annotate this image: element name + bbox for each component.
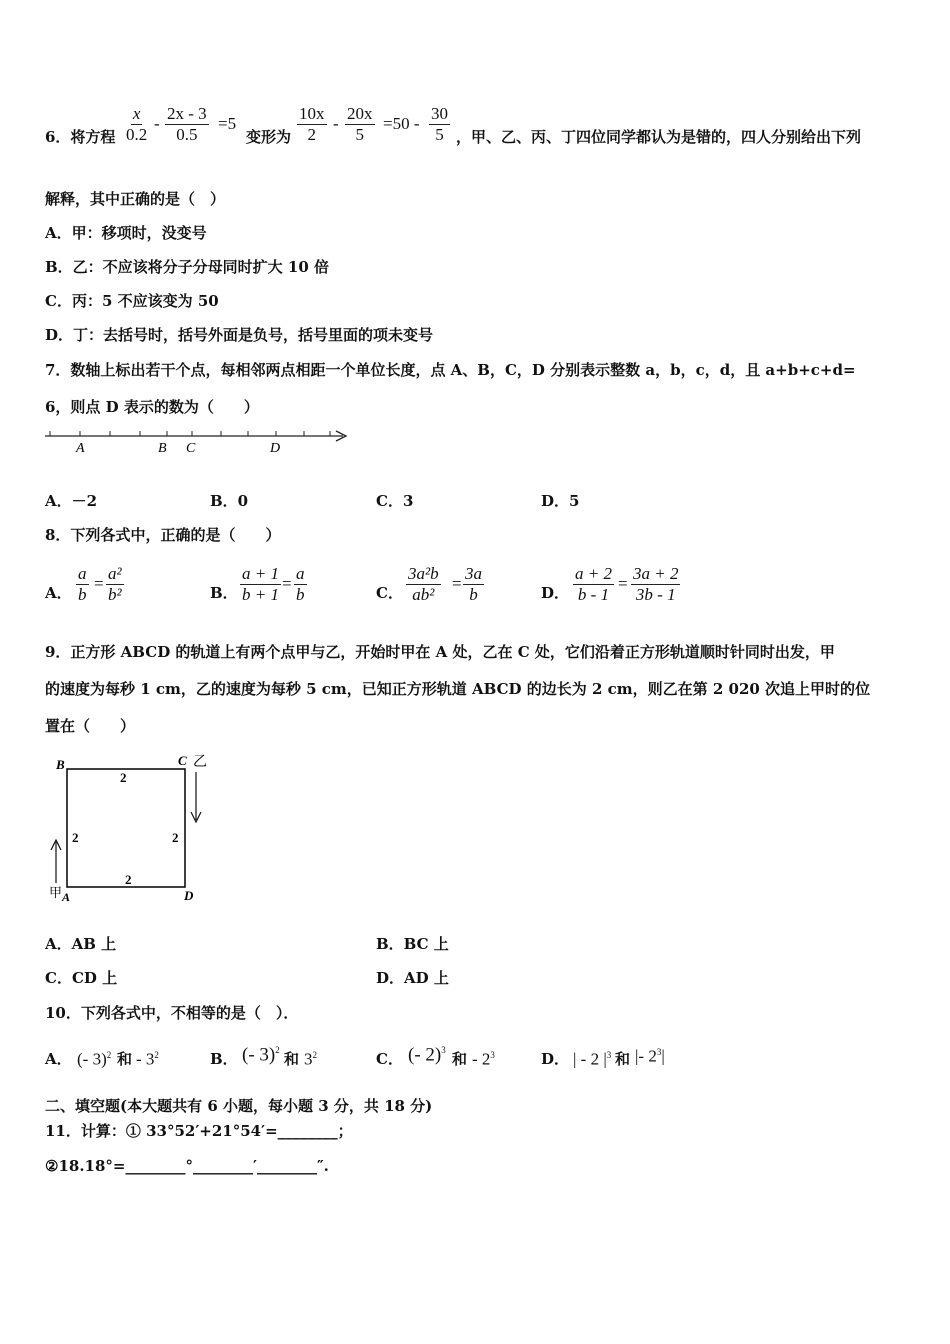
q7-option-c: C．3 <box>376 492 414 510</box>
q6-frac-5 <box>429 104 450 145</box>
q8-stem: 8．下列各式中，正确的是（ ） <box>45 526 281 544</box>
denominator: 0.5 <box>176 125 198 144</box>
exponent: 3 <box>656 1047 662 1057</box>
numerator: a + 2 <box>575 564 612 583</box>
denominator: 0.2 <box>126 125 148 144</box>
q8-b-left-frac <box>240 564 281 605</box>
q9-option-b: B．BC 上 <box>376 935 449 953</box>
exponent: 2 <box>275 1045 280 1055</box>
q6-stem-line2: 解释，其中正确的是（ ） <box>45 190 226 208</box>
denominator: b <box>296 585 305 604</box>
denominator: b² <box>108 585 122 604</box>
q10-c-right <box>472 1045 495 1070</box>
point-label-d: D <box>270 441 281 456</box>
point-label-b: B <box>158 441 167 456</box>
exponent: 2 <box>154 1050 159 1060</box>
q8-option-c-label: C． <box>376 584 403 602</box>
exponent: 3 <box>490 1050 495 1060</box>
and-word: 和 <box>452 1050 468 1068</box>
q10-c-left <box>408 1040 446 1065</box>
q8-b-right-frac <box>294 564 307 605</box>
vertex-b-label: B <box>56 757 65 772</box>
point-label-c: C <box>186 441 196 456</box>
q7-option-d: D．5 <box>541 492 580 510</box>
denominator: 5 <box>435 125 444 144</box>
yi-label: 乙 <box>193 755 207 770</box>
denominator: 5 <box>355 125 364 144</box>
number-line-figure <box>40 424 355 460</box>
and-word: 和 <box>284 1050 300 1068</box>
q8-c-right-frac <box>463 564 484 605</box>
q9-option-d: D．AD 上 <box>376 969 449 987</box>
section-2-heading: 二、填空题(本大题共有 6 小题，每小题 3 分，共 18 分) <box>45 1097 433 1115</box>
numerator: 2x - 3 <box>167 104 207 123</box>
q10-b-left <box>242 1040 280 1065</box>
q8-d-right-frac <box>631 564 680 605</box>
q7-option-a: A．－2 <box>45 492 98 510</box>
q8-a-left-frac <box>76 564 89 605</box>
q7-option-b: B．0 <box>210 492 249 510</box>
q8-a-right-frac <box>106 564 124 605</box>
q6-frac-2 <box>165 104 209 145</box>
vertex-c-label: C <box>178 753 187 768</box>
numerator: 3a²b <box>408 564 439 583</box>
q6-stem-tail: ，甲、乙、丙、丁四位同学都认为是错的，四人分别给出下列 <box>456 128 862 146</box>
base: | - 2 | <box>573 1049 607 1069</box>
exponent: 2 <box>312 1050 317 1060</box>
numerator: 10x <box>299 104 325 123</box>
q10-option-a-label: A． <box>45 1050 72 1068</box>
denominator: b + 1 <box>242 585 279 604</box>
numerator: 20x <box>347 104 373 123</box>
q10-d-right <box>635 1042 665 1067</box>
equals-sign: = <box>618 574 628 593</box>
q6-option-a: A．甲：移项时，没变号 <box>45 224 207 242</box>
q6-frac-3 <box>297 104 327 145</box>
q8-option-b-label: B． <box>210 584 238 602</box>
q6-transform-label: 变形为 <box>246 128 292 146</box>
q9-stem-line1: 9．正方形 ABCD 的轨道上有两个点甲与乙，开始时甲在 A 处，乙在 C 处，它们沿着正方形轨道顺时针同时出发，甲 <box>45 643 835 661</box>
q6-option-c: C．丙：5 不应该变为 50 <box>45 292 219 310</box>
q11-line2: ②18.18°=________°________′________″. <box>45 1157 329 1175</box>
denominator: 2 <box>307 125 316 144</box>
q8-option-a-label: A． <box>45 584 72 602</box>
vertex-d-label: D <box>184 888 194 903</box>
numerator: a <box>296 564 305 583</box>
numerator: 30 <box>431 104 448 123</box>
numerator: a + 1 <box>242 564 279 583</box>
numerator: a <box>78 564 87 583</box>
q10-option-d-label: D． <box>541 1050 570 1068</box>
q7-stem-line2: 6，则点 D 表示的数为（ ） <box>45 398 259 416</box>
q8-option-d-label: D． <box>541 584 570 602</box>
q10-b-right <box>304 1045 317 1070</box>
q6-frac-1 <box>124 104 149 145</box>
and-word: 和 <box>117 1050 133 1068</box>
equals-sign: = <box>452 574 462 593</box>
q10-a-left <box>77 1045 111 1070</box>
numerator: 3a <box>465 564 482 583</box>
equals-50: =50 - <box>383 114 420 133</box>
q10-option-b-label: B． <box>210 1050 238 1068</box>
exponent: 2 <box>106 1050 112 1060</box>
equals-sign: = <box>282 574 292 593</box>
q8-c-left-frac <box>406 564 441 605</box>
numerator: x <box>132 104 141 123</box>
vertex-a-label: A <box>62 890 71 904</box>
base: |- 2 <box>635 1046 657 1066</box>
numerator: a² <box>108 564 122 583</box>
q10-stem: 10．下列各式中，不相等的是（ ）． <box>45 1004 299 1022</box>
base: (- 3) <box>77 1049 107 1069</box>
base: - 2 <box>472 1049 491 1069</box>
minus-sign: - <box>333 114 339 133</box>
denominator: ab² <box>412 585 435 604</box>
side-length-left: 2 <box>72 830 79 845</box>
numerator: 3a + 2 <box>633 564 679 583</box>
q6-frac-4 <box>345 104 375 145</box>
base: 3 <box>304 1049 313 1069</box>
q10-a-right <box>136 1045 159 1070</box>
point-label-a: A <box>76 441 85 456</box>
base: - 3 <box>136 1049 155 1069</box>
exponent: 3 <box>441 1045 446 1055</box>
square-track-figure <box>44 750 224 906</box>
base: (- 3) <box>242 1044 276 1066</box>
q9-stem-line2: 的速度为每秒 1 cm，乙的速度为每秒 5 cm，已知正方形轨道 ABCD 的边长为 2 cm，则乙在第 2 020 次追上甲时的位 <box>45 680 871 698</box>
side-length-top: 2 <box>120 770 127 785</box>
and-word: 和 <box>615 1050 631 1068</box>
equals-sign: = <box>94 574 104 593</box>
q11-line1: 11．计算：① 33°52′+21°54′=________； <box>45 1122 353 1140</box>
q9-option-a: A．AB 上 <box>45 935 117 953</box>
equals-5: =5 <box>218 114 237 133</box>
denominator: b <box>469 585 478 604</box>
square-abcd <box>67 769 185 887</box>
q10-option-c-label: C． <box>376 1050 403 1068</box>
exponent: 3 <box>606 1050 612 1060</box>
q7-stem-line1: 7．数轴上标出若干个点，每相邻两点相距一个单位长度，点 A、B，C，D 分别表示整数 a，b，c，d，且 a+b+c+d= <box>45 361 856 379</box>
minus-sign: - <box>154 114 160 133</box>
q6-option-b: B．乙：不应该将分子分母同时扩大 10 倍 <box>45 258 329 276</box>
q9-stem-line3: 置在（ ） <box>45 717 136 735</box>
denominator: 3b - 1 <box>635 585 676 604</box>
q6-number: 6．将方程 <box>45 128 116 146</box>
denominator: b <box>78 585 87 604</box>
base: (- 2) <box>408 1044 442 1066</box>
q9-option-c: C．CD 上 <box>45 969 118 987</box>
q8-d-left-frac <box>573 564 614 605</box>
denominator: b - 1 <box>577 585 610 604</box>
q10-d-left <box>573 1045 611 1070</box>
jia-label: 甲 <box>49 885 63 900</box>
side-length-right: 2 <box>172 830 179 845</box>
side-length-bottom: 2 <box>125 872 132 887</box>
abs-bar: | <box>661 1046 665 1066</box>
q6-option-d: D．丁：去括号时，括号外面是负号，括号里面的项未变号 <box>45 326 434 344</box>
